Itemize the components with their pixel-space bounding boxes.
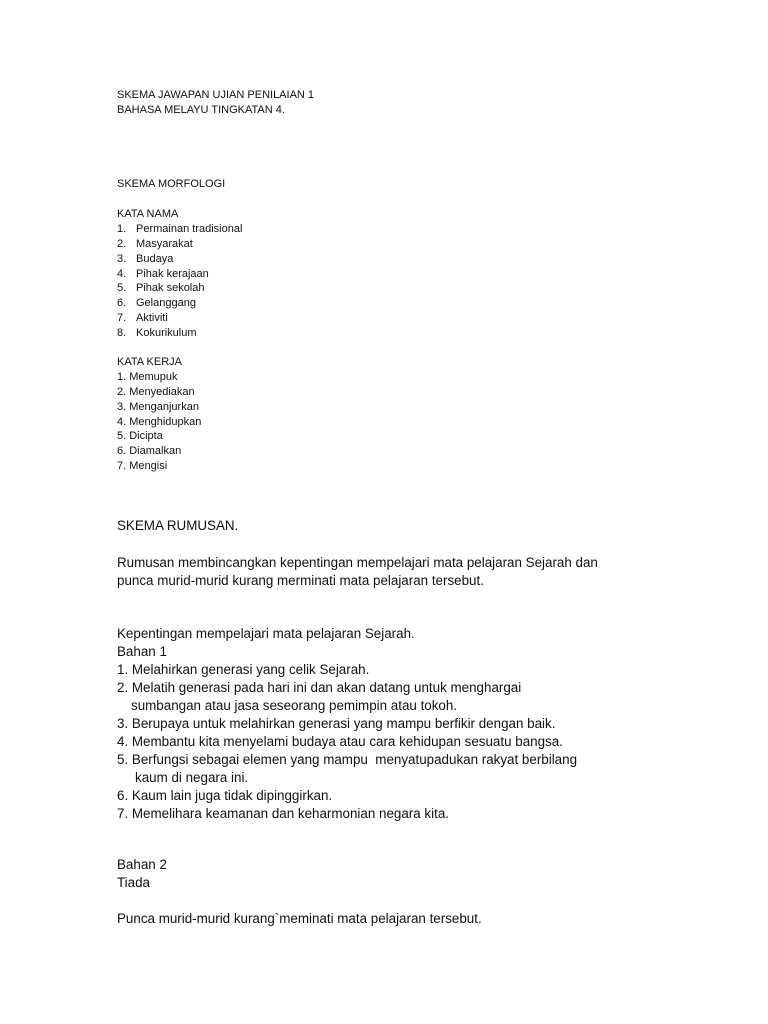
bahan-2-value: Tiada	[117, 875, 150, 890]
list-item: 6. Kaum lain juga tidak dipinggirkan.	[117, 788, 333, 803]
kata-kerja-section	[117, 355, 201, 474]
list-item: 6. Diamalkan	[117, 445, 182, 458]
kata-kerja-heading: KATA KERJA	[117, 356, 183, 368]
list-item-continuation: kaum di negara ini.	[135, 770, 249, 785]
list-item: 1. Melahirkan generasi yang celik Sejarah.	[117, 662, 370, 677]
list-item: 4. Membantu kita menyelami budaya atau cara kehidupan sesuatu bangsa.	[117, 734, 563, 749]
paragraph-line: punca murid-murid kurang merminati mata pelajaran tersebut.	[117, 573, 484, 588]
list-item: 2. Masyarakat	[117, 237, 193, 250]
list-item: 7. Memelihara keamanan dan keharmonian negara kita.	[117, 806, 449, 821]
list-item: 6. Gelanggang	[117, 297, 196, 310]
bahan-2-section	[117, 856, 167, 892]
rumusan-intro	[117, 554, 598, 590]
punca-heading: Punca murid-murid kurang`meminati mata pelajaran tersebut.	[117, 911, 482, 926]
document-header	[117, 88, 314, 118]
list-item: 7. Mengisi	[117, 460, 168, 473]
header-title: SKEMA JAWAPAN UJIAN PENILAIAN 1	[117, 89, 315, 101]
list-item: 7. Aktiviti	[117, 312, 168, 325]
list-item: 4. Pihak kerajaan	[117, 267, 209, 280]
list-item: 3. Berupaya untuk melahirkan generasi yang mampu berfikir dengan baik.	[117, 716, 556, 731]
rumusan-title: SKEMA RUMUSAN.	[117, 518, 239, 533]
bahan-2-label: Bahan 2	[117, 857, 167, 872]
list-item: 4. Menghidupkan	[117, 415, 202, 428]
list-item: 5. Pihak sekolah	[117, 282, 205, 295]
list-item-continuation: sumbangan atau jasa seseorang pemimpin atau tokoh.	[131, 698, 458, 713]
bahan-1-label: Bahan 1	[117, 644, 167, 659]
header-subtitle: BAHASA MELAYU TINGKATAN 4.	[117, 103, 285, 116]
paragraph-line: Rumusan membincangkan kepentingan mempelajari mata pelajaran Sejarah dan	[117, 555, 598, 570]
list-item: 8. Kokurikulum	[117, 327, 197, 340]
rumusan-section	[117, 517, 238, 535]
kepentingan-heading: Kepentingan mempelajari mata pelajaran Sejarah.	[117, 626, 415, 641]
list-item: 2. Menyediakan	[117, 385, 195, 398]
kata-nama-heading: KATA NAMA	[117, 208, 179, 220]
list-item: 3. Budaya	[117, 252, 174, 265]
list-item: 1. Memupuk	[117, 370, 178, 383]
list-item: 5. Dicipta	[117, 430, 163, 443]
list-item: 5. Berfungsi sebagai elemen yang mampu menyatupadukan rakyat berbilang	[117, 752, 578, 767]
list-item: 2. Melatih generasi pada hari ini dan akan datang untuk menghargai	[117, 680, 522, 695]
morfologi-title: SKEMA MORFOLOGI	[117, 178, 226, 190]
list-item: 3. Menganjurkan	[117, 400, 199, 413]
kepentingan-section	[117, 625, 577, 823]
kata-nama-section	[117, 207, 242, 341]
punca-section	[117, 910, 482, 928]
morfologi-section	[117, 177, 225, 192]
list-item: 1. Permainan tradisional	[117, 222, 243, 235]
